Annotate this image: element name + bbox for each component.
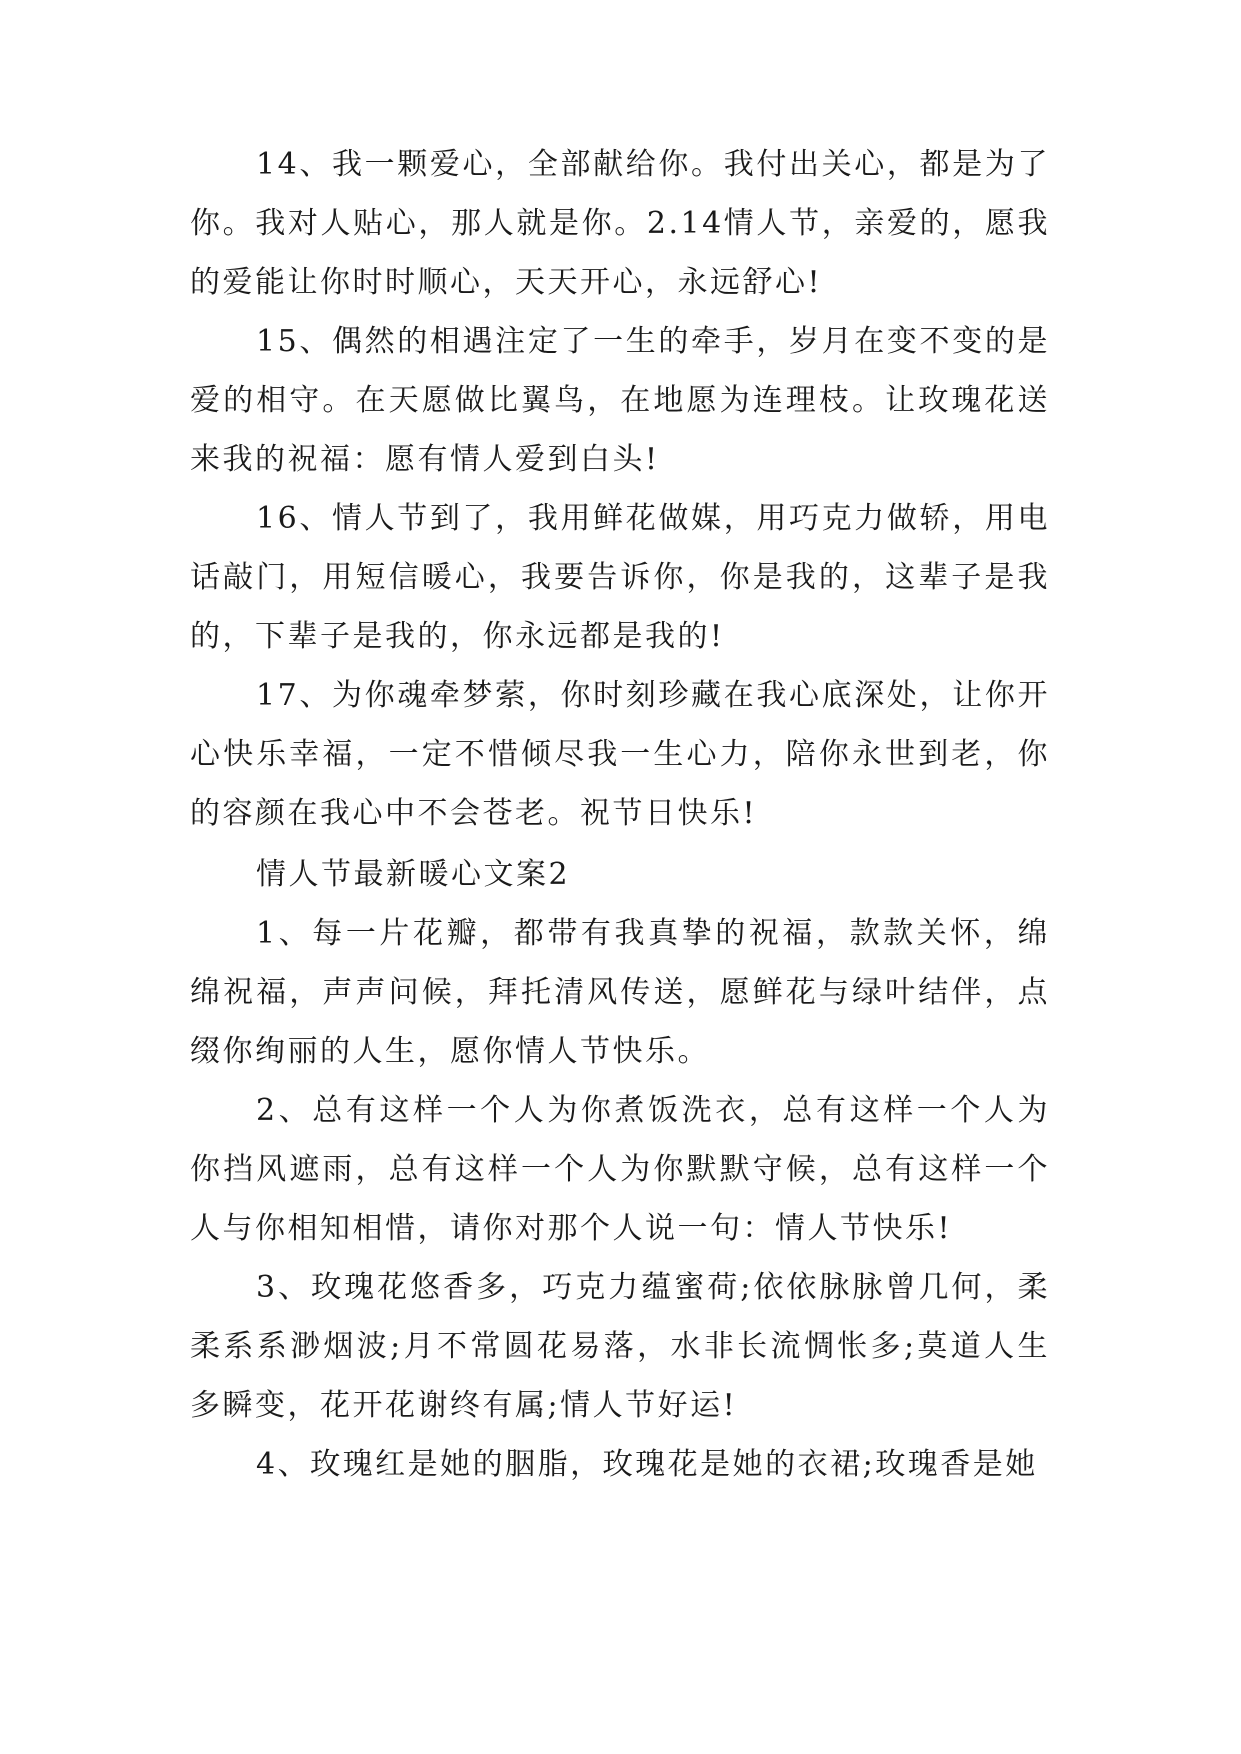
section-1 bbox=[190, 135, 1050, 843]
paragraph-4: 4、玫瑰红是她的胭脂，玫瑰花是她的衣裙;玫瑰香是她 bbox=[256, 1447, 1038, 1482]
paragraph-2: 2、总有这样一个人为你煮饭洗衣，总有这样一个人为你挡风遮雨，总有这样一个人为你默默守候，总有这样一个人与你相知相惜，请你对那个人说一句：情人节快乐! bbox=[190, 1093, 1050, 1246]
paragraph-17: 17、为你魂牵梦萦，你时刻珍藏在我心底深处，让你开心快乐幸福，一定不惜倾尽我一生心力，陪你永世到老，你的容颜在我心中不会苍老。祝节日快乐! bbox=[190, 678, 1050, 831]
paragraph-1: 1、每一片花瓣，都带有我真挚的祝福，款款关怀，绵绵祝福，声声问候，拜托清风传送，愿鲜花与绿叶结伴，点缀你绚丽的人生，愿你情人节快乐。 bbox=[190, 916, 1050, 1069]
paragraph-15: 15、偶然的相遇注定了一生的牵手，岁月在变不变的是爱的相守。在天愿做比翼鸟，在地愿为连理枝。让玫瑰花送来我的祝福：愿有情人爱到白头! bbox=[190, 324, 1050, 477]
paragraph-3: 3、玫瑰花悠香多，巧克力蕴蜜荷;依依脉脉曾几何，柔柔系系渺烟波;月不常圆花易落，水非长流惆怅多;莫道人生多瞬变，花开花谢终有属;情人节好运! bbox=[190, 1270, 1050, 1423]
paragraph-16: 16、情人节到了，我用鲜花做媒，用巧克力做轿，用电话敲门，用短信暖心，我要告诉你，你是我的，这辈子是我的，下辈子是我的，你永远都是我的! bbox=[190, 501, 1050, 654]
paragraph-14: 14、我一颗爱心，全部献给你。我付出关心，都是为了你。我对人贴心，那人就是你。2.14情人节，亲爱的，愿我的爱能让你时时顺心，天天开心，永远舒心! bbox=[190, 147, 1050, 300]
section-2 bbox=[190, 845, 1050, 1494]
section-heading: 情人节最新暖心文案2 bbox=[256, 857, 571, 892]
